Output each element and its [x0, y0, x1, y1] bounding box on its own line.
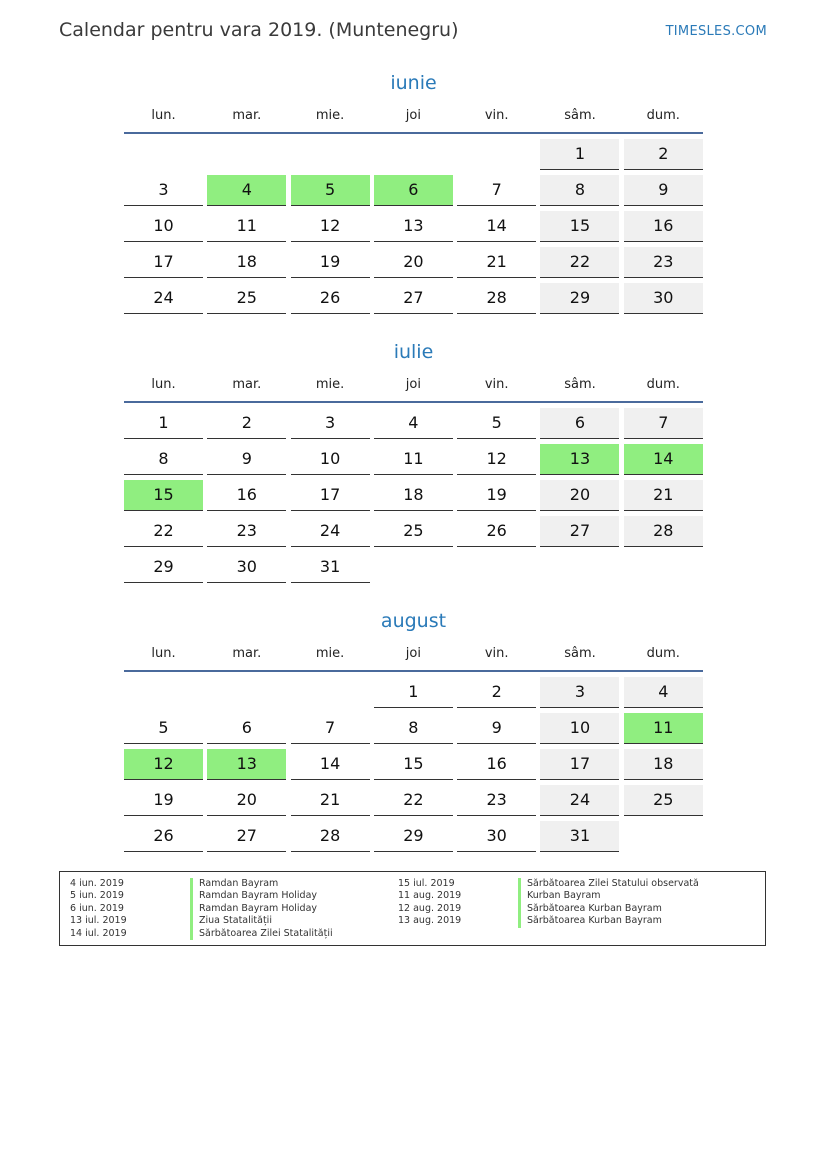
day-cell: 10: [291, 444, 370, 475]
day-cell: 14: [624, 444, 703, 475]
day-cell: 22: [374, 785, 453, 816]
legend-holiday-name: Ramdan Bayram: [199, 878, 279, 889]
day-cell: 26: [291, 283, 370, 314]
month-july: [124, 338, 703, 588]
day-cell: 30: [207, 552, 286, 583]
weekday-label: mie.: [315, 108, 345, 123]
header-divider: [124, 401, 703, 403]
legend-date: 13 iul. 2019: [70, 915, 127, 927]
weekday-label: joi: [405, 377, 421, 392]
empty-cell: [374, 139, 453, 170]
day-cell: 5: [291, 175, 370, 206]
legend-holiday-name: Ramdan Bayram Holiday: [199, 890, 318, 902]
day-cell: 29: [540, 283, 619, 314]
day-cell: 10: [124, 211, 203, 242]
month-name: iunie: [390, 72, 437, 94]
site-link[interactable]: TIMESLES.COM: [665, 24, 767, 39]
day-cell: 24: [291, 516, 370, 547]
day-cell: 8: [374, 713, 453, 744]
weekday-label: lun.: [151, 377, 176, 392]
day-cell: 19: [124, 785, 203, 816]
weekday-header-row: [124, 375, 703, 401]
day-cell: 1: [374, 677, 453, 708]
day-cell: 16: [457, 749, 536, 780]
day-cell: 15: [124, 480, 203, 511]
empty-cell: [374, 552, 453, 583]
weekday-label: mie.: [315, 377, 345, 392]
day-cell: 18: [207, 247, 286, 278]
day-cell: 18: [374, 480, 453, 511]
day-cell: 27: [374, 283, 453, 314]
week-row: [124, 247, 703, 278]
empty-cell: [124, 677, 203, 708]
weekday-label: lun.: [151, 646, 176, 661]
day-cell: 22: [124, 516, 203, 547]
day-cell: 3: [291, 408, 370, 439]
day-cell: 2: [457, 677, 536, 708]
day-cell: 12: [124, 749, 203, 780]
legend-date: 15 iul. 2019: [398, 878, 455, 889]
day-cell: 20: [374, 247, 453, 278]
weekday-label: vin.: [484, 108, 509, 123]
day-cell: 11: [207, 211, 286, 242]
day-cell: 17: [124, 247, 203, 278]
day-cell: 21: [291, 785, 370, 816]
day-cell: 7: [291, 713, 370, 744]
day-cell: 10: [540, 713, 619, 744]
day-cell: 27: [540, 516, 619, 547]
day-cell: 31: [540, 821, 619, 852]
holiday-color-marker: [518, 915, 521, 927]
day-cell: 3: [540, 677, 619, 708]
header-divider: [124, 132, 703, 134]
week-row: [124, 713, 703, 744]
day-grid: [124, 408, 703, 583]
weekday-label: joi: [405, 108, 421, 123]
weekday-label: vin.: [484, 646, 509, 661]
empty-cell: [207, 139, 286, 170]
legend-date: 13 aug. 2019: [398, 915, 462, 927]
weekday-label: joi: [405, 646, 421, 661]
month-name: iulie: [393, 341, 434, 363]
legend-date: 11 aug. 2019: [398, 890, 462, 902]
holiday-color-marker: [190, 928, 193, 940]
weekday-label: mar.: [232, 108, 262, 123]
week-row: [124, 139, 703, 170]
day-cell: 22: [540, 247, 619, 278]
header-divider: [124, 670, 703, 672]
day-cell: 28: [624, 516, 703, 547]
day-cell: 27: [207, 821, 286, 852]
legend-entry: [398, 903, 699, 915]
day-cell: 17: [291, 480, 370, 511]
week-row: [124, 175, 703, 206]
empty-cell: [457, 139, 536, 170]
holiday-color-marker: [190, 890, 193, 902]
day-cell: 9: [457, 713, 536, 744]
day-cell: 26: [457, 516, 536, 547]
day-cell: 21: [624, 480, 703, 511]
day-cell: 17: [540, 749, 619, 780]
week-row: [124, 677, 703, 708]
holiday-color-marker: [518, 903, 521, 915]
legend-date: 5 iun. 2019: [70, 890, 124, 902]
legend-entry: [70, 915, 333, 927]
weekday-label: dum.: [646, 646, 680, 661]
day-cell: 12: [457, 444, 536, 475]
day-cell: 6: [207, 713, 286, 744]
day-cell: 6: [374, 175, 453, 206]
day-cell: 20: [540, 480, 619, 511]
day-cell: 11: [374, 444, 453, 475]
legend-holiday-name: Sărbătoarea Zilei Statului observată: [527, 878, 699, 889]
legend-date: 6 iun. 2019: [70, 902, 124, 914]
day-cell: 7: [624, 408, 703, 439]
day-cell: 25: [624, 785, 703, 816]
month-name: august: [380, 610, 447, 632]
legend-holiday-name: Kurban Bayram: [527, 890, 601, 902]
empty-cell: [624, 552, 703, 583]
month-august: [124, 607, 703, 857]
day-cell: 11: [624, 713, 703, 744]
day-cell: 16: [207, 480, 286, 511]
day-cell: 5: [124, 713, 203, 744]
day-cell: 14: [457, 211, 536, 242]
weekday-label: vin.: [484, 377, 509, 392]
day-cell: 30: [457, 821, 536, 852]
legend-entry: [70, 878, 333, 890]
day-cell: 1: [124, 408, 203, 439]
legend-entry: [398, 890, 699, 902]
weekday-label: lun.: [151, 108, 176, 123]
weekday-label: mar.: [232, 646, 262, 661]
day-cell: 23: [207, 516, 286, 547]
day-cell: 13: [540, 444, 619, 475]
day-cell: 25: [207, 283, 286, 314]
legend-date: 4 iun. 2019: [70, 878, 124, 889]
legend-holiday-name: Ziua Statalității: [199, 915, 272, 927]
weekday-label: dum.: [646, 377, 680, 392]
legend-column-right: [398, 878, 699, 928]
holiday-color-marker: [518, 878, 521, 890]
day-cell: 20: [207, 785, 286, 816]
day-cell: 8: [124, 444, 203, 475]
day-cell: 3: [124, 175, 203, 206]
legend-date: 14 iul. 2019: [70, 927, 127, 939]
day-cell: 15: [540, 211, 619, 242]
legend-entry: [70, 928, 333, 940]
legend-entry: [398, 878, 699, 890]
day-cell: 29: [124, 552, 203, 583]
day-cell: 4: [374, 408, 453, 439]
day-cell: 8: [540, 175, 619, 206]
empty-cell: [124, 139, 203, 170]
day-cell: 6: [540, 408, 619, 439]
day-cell: 4: [624, 677, 703, 708]
weekday-label: mar.: [232, 377, 262, 392]
holiday-color-marker: [518, 890, 521, 902]
weekday-label: sâm.: [564, 377, 596, 392]
day-cell: 9: [624, 175, 703, 206]
weekday-label: sâm.: [564, 646, 596, 661]
day-cell: 23: [457, 785, 536, 816]
day-cell: 15: [374, 749, 453, 780]
empty-cell: [207, 677, 286, 708]
week-row: [124, 749, 703, 780]
weekday-label: dum.: [646, 108, 680, 123]
week-row: [124, 444, 703, 475]
day-cell: 28: [291, 821, 370, 852]
legend-entry: [398, 915, 699, 927]
day-cell: 2: [207, 408, 286, 439]
legend-entry: [70, 903, 333, 915]
weekday-header-row: [124, 106, 703, 132]
day-cell: 1: [540, 139, 619, 170]
empty-cell: [457, 552, 536, 583]
day-cell: 26: [124, 821, 203, 852]
weekday-label: mie.: [315, 646, 345, 661]
week-row: [124, 211, 703, 242]
empty-cell: [624, 821, 703, 852]
day-cell: 18: [624, 749, 703, 780]
week-row: [124, 516, 703, 547]
week-row: [124, 785, 703, 816]
empty-cell: [291, 677, 370, 708]
day-cell: 23: [624, 247, 703, 278]
day-cell: 24: [540, 785, 619, 816]
day-cell: 31: [291, 552, 370, 583]
day-cell: 13: [207, 749, 286, 780]
day-cell: 2: [624, 139, 703, 170]
weekday-label: sâm.: [564, 108, 596, 123]
day-cell: 21: [457, 247, 536, 278]
legend-entry: [70, 890, 333, 902]
day-cell: 28: [457, 283, 536, 314]
legend-date: 12 aug. 2019: [398, 902, 462, 914]
day-cell: 19: [291, 247, 370, 278]
day-grid: [124, 139, 703, 314]
day-cell: 13: [374, 211, 453, 242]
legend-column-left: [70, 878, 333, 940]
day-cell: 25: [374, 516, 453, 547]
week-row: [124, 283, 703, 314]
day-cell: 14: [291, 749, 370, 780]
legend-holiday-name: Sărbătoarea Zilei Statalității: [199, 927, 333, 939]
legend-holiday-name: Sărbătoarea Kurban Bayram: [527, 915, 662, 927]
empty-cell: [540, 552, 619, 583]
day-cell: 30: [624, 283, 703, 314]
week-row: [124, 408, 703, 439]
legend-holiday-name: Ramdan Bayram Holiday: [199, 902, 318, 914]
day-cell: 29: [374, 821, 453, 852]
page-title: Calendar pentru vara 2019. (Muntenegru): [59, 19, 459, 41]
week-row: [124, 821, 703, 852]
week-row: [124, 552, 703, 583]
day-cell: 12: [291, 211, 370, 242]
holiday-color-marker: [190, 915, 193, 927]
weekday-header-row: [124, 644, 703, 670]
day-cell: 9: [207, 444, 286, 475]
day-cell: 16: [624, 211, 703, 242]
day-cell: 4: [207, 175, 286, 206]
month-june: [124, 69, 703, 319]
week-row: [124, 480, 703, 511]
day-cell: 7: [457, 175, 536, 206]
day-cell: 24: [124, 283, 203, 314]
holiday-color-marker: [190, 878, 193, 890]
day-grid: [124, 677, 703, 852]
day-cell: 19: [457, 480, 536, 511]
holiday-legend: [59, 871, 766, 946]
holiday-color-marker: [190, 903, 193, 915]
legend-holiday-name: Sărbătoarea Kurban Bayram: [527, 902, 662, 914]
day-cell: 5: [457, 408, 536, 439]
empty-cell: [291, 139, 370, 170]
